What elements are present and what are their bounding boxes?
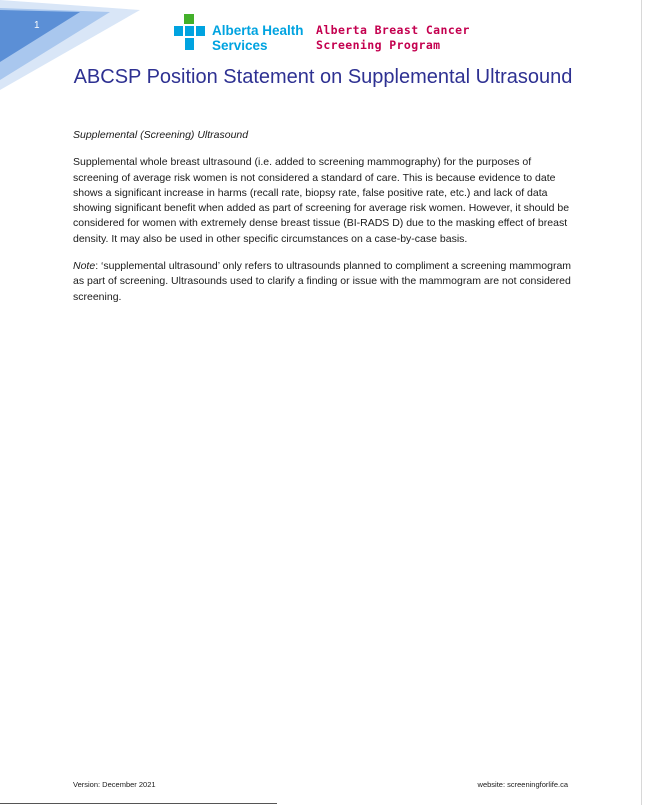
abcsp-name-line1: Alberta Breast Cancer [316, 23, 470, 37]
document-body [73, 128, 573, 317]
note-label: Note [73, 260, 96, 273]
footer-website: website: screeningforlife.ca [477, 780, 568, 789]
footer-version: Version: December 2021 [73, 780, 156, 789]
abcsp-name [316, 23, 470, 53]
section-paragraph: Supplemental whole breast ultrasound (i.e. added to screening mammography) for the purposes of screening of average risk women is not considered a standard of care. This is because evidence to date shows a significant increase in harms (recall rate, biopsy rate, false positive rate, etc.) and lack of data showing significant benefit when added as part of screening for average risk women. However, it should be considered for women with extremely dense breast tissue (BI-RADS D) due to the masking effect of breast density. It may also be used in other specific circumstances on a case-by-case basis. [73, 156, 570, 245]
note-paragraph [73, 259, 573, 305]
section-subheading: Supplemental (Screening) Ultrasound [73, 129, 249, 141]
ahs-name-line2: Services [212, 38, 268, 53]
ahs-name [212, 23, 304, 53]
page-number: 1 [34, 20, 40, 31]
page-edge-divider [641, 0, 642, 805]
ahs-name-line1: Alberta Health [212, 23, 304, 38]
abcsp-name-line2: Screening Program [316, 38, 441, 52]
bottom-divider [0, 803, 277, 804]
ahs-cross-logo-icon [170, 14, 208, 52]
document-title: ABCSP Position Statement on Supplemental Ultrasound [73, 66, 573, 88]
note-text: : ‘supplemental ultrasound’ only refers to ultrasounds planned to compliment a screening mammogram as part of screening. Ultrasounds used to clarify a finding or issue with the mammogram are not considered screening. [73, 260, 572, 303]
